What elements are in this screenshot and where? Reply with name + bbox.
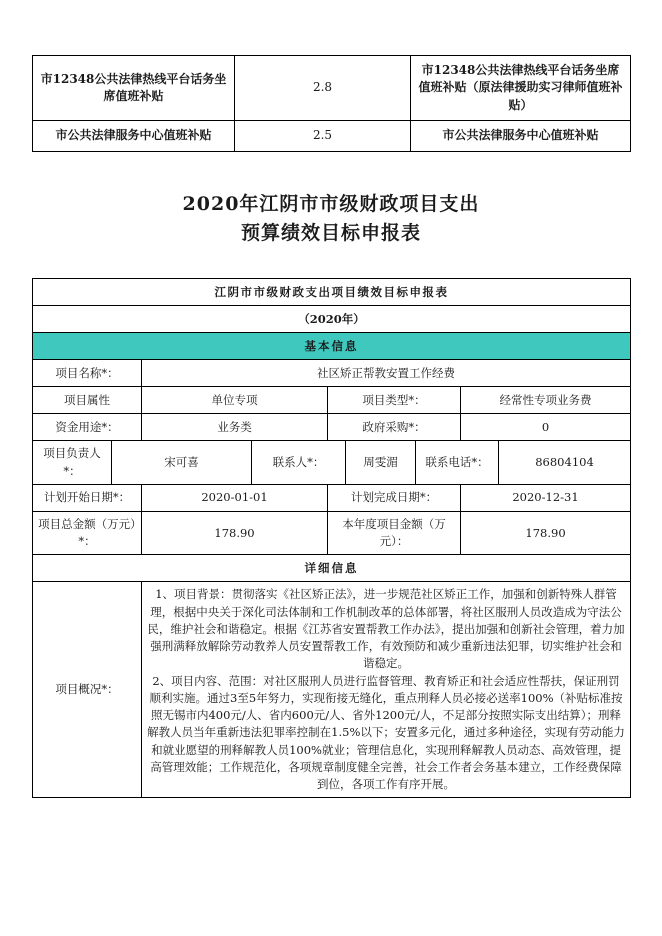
value-project-name: 社区矫正帮教安置工作经费 [142, 360, 631, 387]
subsidy-continuation-table [32, 55, 631, 152]
top-continuation-table-wrapper [32, 0, 630, 152]
table-row [33, 360, 631, 387]
label-gov-procurement: 政府采购*： [328, 414, 461, 441]
form-header-row [33, 279, 631, 306]
form-title: 江阴市市级财政支出项目绩效目标申报表 [33, 279, 631, 306]
value-plan-end-date: 2020-12-31 [461, 484, 631, 511]
label-project-type: 项目类型*： [328, 387, 461, 414]
table-row [33, 56, 631, 121]
table-row [33, 121, 631, 151]
label-plan-start-date: 计划开始日期*： [33, 484, 142, 511]
value-contact-phone: 86804104 [499, 441, 631, 485]
value-plan-start-date: 2020-01-01 [142, 484, 328, 511]
label-project-attribute: 项目属性 [33, 387, 142, 414]
value-contact-person: 周雯湄 [346, 441, 416, 485]
label-project-leader: 项目负责人*： [33, 441, 112, 485]
table-row [33, 414, 631, 441]
label-year-amount: 本年度项目金额（万元）： [328, 511, 461, 555]
subsidy-amount-cell: 2.5 [235, 121, 411, 151]
value-year-amount: 178.90 [461, 511, 631, 555]
table-row [33, 484, 631, 511]
label-contact-phone: 联系电话*： [416, 441, 499, 485]
value-fund-use: 业务类 [142, 414, 328, 441]
form-year-row [33, 306, 631, 333]
label-contact-person: 联系人*： [252, 441, 346, 485]
section-header-basic-info: 基本信息 [33, 333, 631, 360]
subsidy-item-cell: 市公共法律服务中心值班补贴 [33, 121, 235, 151]
value-project-overview [142, 582, 631, 798]
detail-info-section-row [33, 555, 631, 582]
value-total-amount: 178.90 [142, 511, 328, 555]
subsidy-note-cell: 市12348公共法律热线平台话务坐席值班补贴（原法律援助实习律师值班补贴） [411, 56, 631, 121]
page-title-line-2: 预算绩效目标申报表 [240, 222, 421, 244]
label-total-amount: 项目总金额（万元）*： [33, 511, 142, 555]
table-row [33, 511, 631, 555]
label-project-name: 项目名称*： [33, 360, 142, 387]
value-project-attribute: 单位专项 [142, 387, 328, 414]
label-project-overview: 项目概况*： [33, 582, 142, 798]
page-title [32, 190, 630, 249]
label-plan-end-date: 计划完成日期*： [328, 484, 461, 511]
project-overview-paragraph-1: 1、项目背景：贯彻落实《社区矫正法》，进一步规范社区矫正工作，加强和创新特殊人群管理，根据中央关于深化司法体制和工作机制改革的总体部署，将社区服刑人员改造成为守法公民，维护社会和谐稳定。根据《江苏省安置帮教工作办法》，提出加强和创新社会管理，着力加强刑满释放解除劳动教养人员安置帮教工作，有效预防和减少重新违法犯罪，切实维护社会和谐稳定。 [147, 587, 625, 671]
value-gov-procurement: 0 [461, 414, 631, 441]
value-project-leader: 宋可喜 [112, 441, 252, 485]
performance-target-form [32, 278, 631, 798]
form-year: （2020年） [33, 306, 631, 333]
basic-info-section-row [33, 333, 631, 360]
value-project-type: 经常性专项业务费 [461, 387, 631, 414]
table-row [33, 387, 631, 414]
subsidy-note-cell: 市公共法律服务中心值班补贴 [411, 121, 631, 151]
section-header-detail-info: 详细信息 [33, 555, 631, 582]
label-fund-use: 资金用途*： [33, 414, 142, 441]
page-title-line-1: 2020年江阴市市级财政项目支出 [182, 192, 480, 215]
table-row [33, 582, 631, 798]
project-overview-paragraph-2: 2、项目内容、范围：对社区服刑人员进行监督管理、教育矫正和社会适应性帮扶，保证刑罚顺利实施。通过3至5年努力，实现衔接无缝化，重点刑释人员必接必送率100%（补贴标准按照无锡市内400元/人、省内600元/人、省外1200元/人，不足部分按照实际支出结算）；刑释解教人员当年重新违法犯罪率控制在1.5%以下；安置多元化，通过多种途径，实现有劳动能力和就业愿望的刑释解教人员100%就业；管理信息化，实现刑释解教人员动态、高效管理，提高管理效能；工作规范化，各项规章制度健全完善，社会工作者会务基本建立，工作经费保障到位，各项工作有序开展。 [147, 673, 625, 792]
subsidy-item-cell: 市12348公共法律热线平台话务坐席值班补贴 [33, 56, 235, 121]
table-row [33, 441, 631, 485]
subsidy-amount-cell: 2.8 [235, 56, 411, 121]
